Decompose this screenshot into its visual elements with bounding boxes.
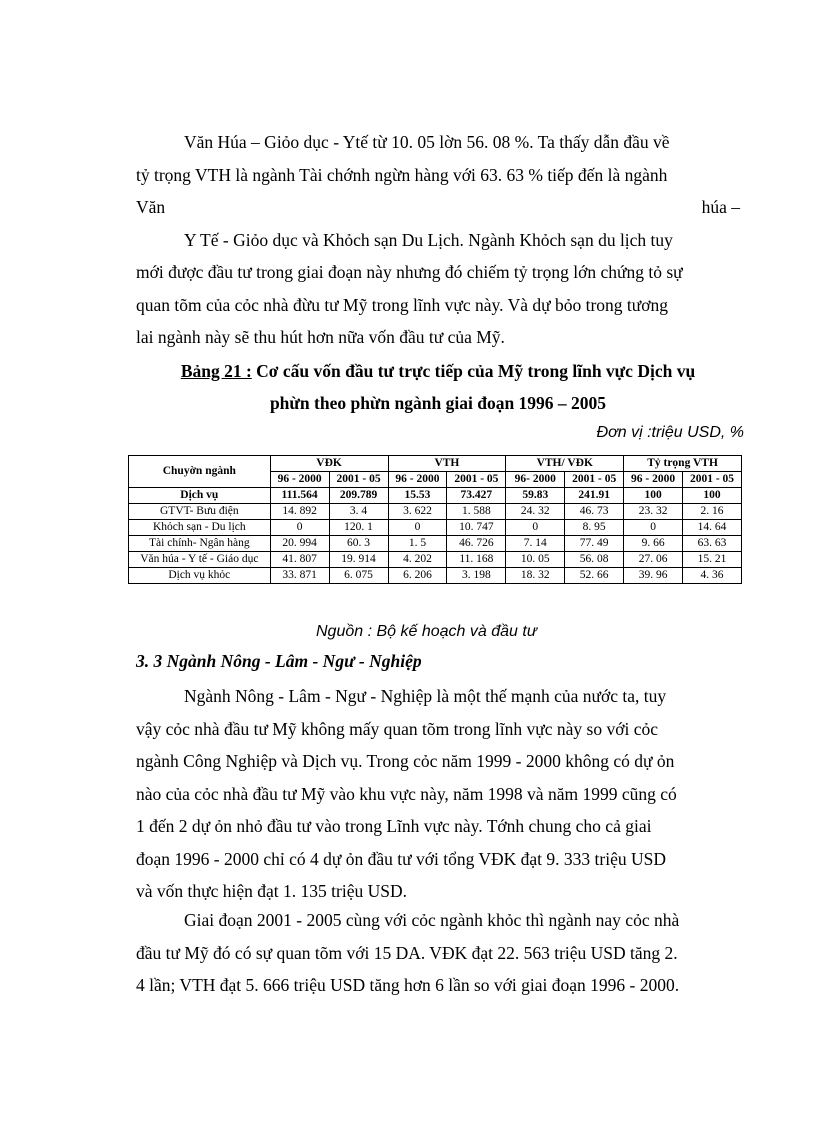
table-cell: 7. 14 bbox=[506, 536, 565, 552]
column-subheader: 96 - 2000 bbox=[624, 472, 683, 488]
table-cell: 4. 202 bbox=[388, 552, 447, 568]
table-cell: 9. 66 bbox=[624, 536, 683, 552]
table-cell: 15. 21 bbox=[683, 552, 742, 568]
text-line: tỷ trọng VTH là ngành Tài chớnh ngừn hàng với 63. 63 % tiếp đến là ngành bbox=[136, 164, 668, 185]
table-cell: 10. 05 bbox=[506, 552, 565, 568]
table-cell: 100 bbox=[624, 488, 683, 504]
text-line: vậy cỏc nhà đầu tư Mỹ không mấy quan tõm trong lĩnh vực này so với cỏc bbox=[136, 718, 659, 739]
table-cell: 6. 206 bbox=[388, 568, 447, 584]
table-cell: 0 bbox=[624, 520, 683, 536]
table-cell: 6. 075 bbox=[329, 568, 388, 584]
paragraph-agriculture bbox=[136, 680, 740, 908]
table-cell: 0 bbox=[388, 520, 447, 536]
table-cell: 209.789 bbox=[329, 488, 388, 504]
column-subheader: 2001 - 05 bbox=[329, 472, 388, 488]
table-cell: 4. 36 bbox=[683, 568, 742, 584]
table-cell: 27. 06 bbox=[624, 552, 683, 568]
table-label: Bảng 21 : bbox=[180, 361, 252, 381]
table-cell: 59.83 bbox=[506, 488, 565, 504]
table-cell: 11. 168 bbox=[447, 552, 506, 568]
table-cell: 14. 892 bbox=[270, 504, 329, 520]
table-cell: 10. 747 bbox=[447, 520, 506, 536]
table-cell: 56. 08 bbox=[565, 552, 624, 568]
text-fragment: Văn bbox=[136, 197, 166, 217]
column-subheader: 96 - 2000 bbox=[270, 472, 329, 488]
table-cell: 8. 95 bbox=[565, 520, 624, 536]
table-cell: 24. 32 bbox=[506, 504, 565, 520]
table-cell: 60. 3 bbox=[329, 536, 388, 552]
row-label: Tài chính- Ngân hàng bbox=[129, 536, 271, 552]
table-cell: 111.564 bbox=[270, 488, 329, 504]
column-subheader: 2001 - 05 bbox=[447, 472, 506, 488]
table-cell: 0 bbox=[506, 520, 565, 536]
section-heading: 3. 3 Ngành Nông - Lâm - Ngư - Nghiệp bbox=[136, 651, 422, 671]
row-label: Dịch vụ bbox=[129, 488, 271, 504]
column-subheader: 2001 - 05 bbox=[683, 472, 742, 488]
table-cell: 46. 73 bbox=[565, 504, 624, 520]
text-line-split bbox=[136, 191, 740, 224]
table-cell: 41. 807 bbox=[270, 552, 329, 568]
table-cell: 63. 63 bbox=[683, 536, 742, 552]
table-cell: 20. 994 bbox=[270, 536, 329, 552]
data-table bbox=[128, 455, 742, 584]
text-line: ngành Công Nghiệp và Dịch vụ. Trong cỏc năm 1999 - 2000 không có dự ỏn bbox=[136, 751, 675, 771]
column-header: Chuyờn ngành bbox=[129, 456, 271, 488]
table-title-text: Cơ cấu vốn đầu tư trực tiếp của Mỹ trong lĩnh vực Dịch vụ bbox=[251, 361, 696, 381]
table-cell: 1. 588 bbox=[447, 504, 506, 520]
table-header-row bbox=[129, 456, 742, 472]
table-cell: 120. 1 bbox=[329, 520, 388, 536]
table-cell: 18. 32 bbox=[506, 568, 565, 584]
text-line: 4 lần; VTH đạt 5. 666 triệu USD tăng hơn 6 lần so với giai đoạn 1996 - 2000. bbox=[136, 975, 680, 995]
table-row bbox=[129, 536, 742, 552]
text-line: quan tõm của cỏc nhà đừu tư Mỹ trong lĩnh vực này. Và dự bỏo trong tương bbox=[136, 294, 669, 315]
table-row bbox=[129, 504, 742, 520]
paragraph-intro bbox=[136, 126, 740, 354]
table-cell: 46. 726 bbox=[447, 536, 506, 552]
row-label: Khỏch sạn - Du lịch bbox=[129, 520, 271, 536]
text-line: mới được đầu tư trong giai đoạn này nhưng đó chiếm tỷ trọng lớn chứng tỏ sự bbox=[136, 262, 683, 282]
text-line: 1 đến 2 dự ỏn nhỏ đầu tư vào trong Lĩnh vực này. Tớnh chung cho cả giai bbox=[136, 816, 652, 836]
table-cell: 33. 871 bbox=[270, 568, 329, 584]
table-cell: 77. 49 bbox=[565, 536, 624, 552]
column-subheader: 96 - 2000 bbox=[388, 472, 447, 488]
text-line: đoạn 1996 - 2000 chỉ có 4 dự ỏn đầu tư với tổng VĐK đạt 9. 333 triệu USD bbox=[136, 848, 666, 869]
paragraph-period bbox=[136, 904, 740, 1002]
table-title-line bbox=[181, 361, 695, 381]
table-cell: 3. 622 bbox=[388, 504, 447, 520]
table-title-line: phừn theo phừn ngành giai đoạn 1996 – 2005 bbox=[269, 393, 607, 413]
source-note: Nguồn : Bộ kế hoạch và đầu tư bbox=[316, 623, 537, 640]
table-row bbox=[129, 552, 742, 568]
row-label: GTVT- Bưu điện bbox=[129, 504, 271, 520]
table-cell: 19. 914 bbox=[329, 552, 388, 568]
table-cell: 1. 5 bbox=[388, 536, 447, 552]
column-group-header: VĐK bbox=[270, 456, 388, 472]
column-subheader: 2001 - 05 bbox=[565, 472, 624, 488]
column-group-header: Tỷ trọng VTH bbox=[624, 456, 742, 472]
text-line: Văn Húa – Giỏo dục - Ytế từ 10. 05 lờn 56. 08 %. Ta thấy dẫn đầu về bbox=[184, 132, 670, 152]
column-subheader: 96- 2000 bbox=[506, 472, 565, 488]
table-row bbox=[129, 488, 742, 504]
table-cell: 3. 198 bbox=[447, 568, 506, 584]
text-line: lai ngành này sẽ thu hút hơn nữa vốn đầu tư của Mỹ. bbox=[136, 327, 505, 347]
text-line: Y Tế - Giỏo dục và Khỏch sạn Du Lịch. Ngành Khỏch sạn du lịch tuy bbox=[184, 229, 673, 250]
column-group-header: VTH bbox=[388, 456, 506, 472]
table-cell: 241.91 bbox=[565, 488, 624, 504]
unit-label: Đơn vị :triệu USD, % bbox=[596, 424, 744, 441]
table-cell: 23. 32 bbox=[624, 504, 683, 520]
table-cell: 15.53 bbox=[388, 488, 447, 504]
table-cell: 100 bbox=[683, 488, 742, 504]
text-line: nào của cỏc nhà đầu tư Mỹ vào khu vực này, năm 1998 và năm 1999 cũng có bbox=[136, 783, 677, 804]
table-cell: 52. 66 bbox=[565, 568, 624, 584]
table-row bbox=[129, 520, 742, 536]
table-cell: 3. 4 bbox=[329, 504, 388, 520]
text-line: Ngành Nông - Lâm - Ngư - Nghiệp là một thế mạnh của nước ta, tuy bbox=[184, 686, 667, 706]
table-cell: 0 bbox=[270, 520, 329, 536]
table-row bbox=[129, 568, 742, 584]
row-label: Văn húa - Y tế - Giáo dục bbox=[129, 552, 271, 568]
text-line: đầu tư Mỹ đó có sự quan tõm với 15 DA. VĐK đạt 22. 563 triệu USD tăng 2. bbox=[136, 942, 678, 963]
text-fragment: húa – bbox=[701, 197, 740, 217]
table-cell: 39. 96 bbox=[624, 568, 683, 584]
column-group-header: VTH/ VĐK bbox=[506, 456, 624, 472]
text-line: Giai đoạn 2001 - 2005 cùng với cỏc ngành khỏc thì ngành nay cỏc nhà bbox=[184, 910, 680, 930]
table-cell: 14. 64 bbox=[683, 520, 742, 536]
table-cell: 2. 16 bbox=[683, 504, 742, 520]
text-line: và vốn thực hiện đạt 1. 135 triệu USD. bbox=[136, 881, 407, 901]
table-title bbox=[136, 355, 740, 419]
row-label: Dịch vụ khỏc bbox=[129, 568, 271, 584]
table-cell: 73.427 bbox=[447, 488, 506, 504]
